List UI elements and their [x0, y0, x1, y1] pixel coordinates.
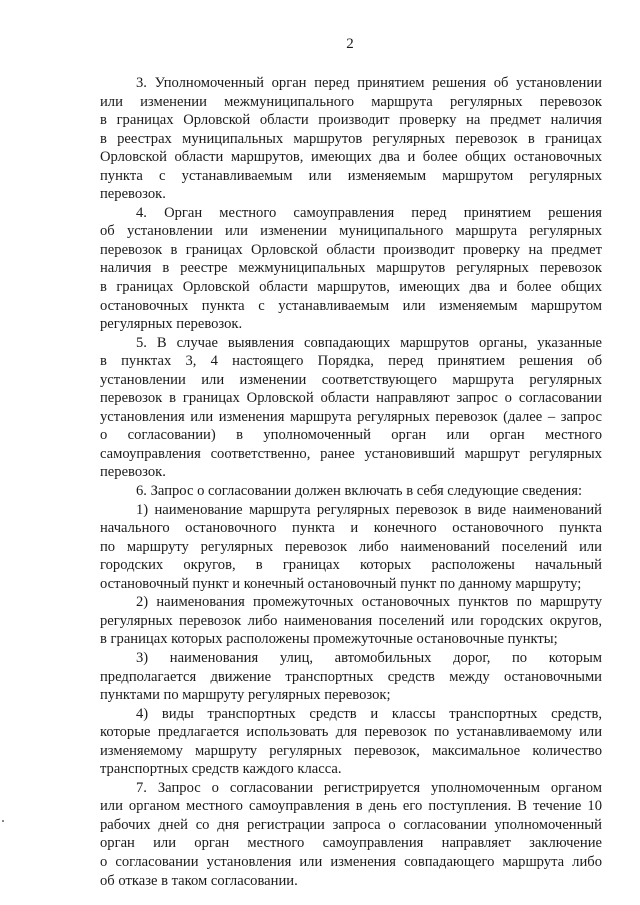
scan-artifact-dot: [2, 820, 4, 822]
text-line: или изменении межмуниципального маршрута регулярных перевозок: [100, 93, 602, 110]
text-line: в границах которых расположены промежуточные остановочные пункты;: [100, 631, 558, 648]
text-line: или органом местного самоуправления в день его поступления. В течение 10: [100, 798, 602, 815]
text-line: об установлении или изменении муниципального маршрута регулярных: [100, 223, 602, 240]
text-line: самоуправления соответственно, ранее установивший маршрут регулярных: [100, 445, 602, 462]
text-line: в реестрах муниципальных маршрутов регулярных перевозок в границах: [100, 130, 602, 147]
text-line: 6. Запрос о согласовании должен включать в себя следующие сведения:: [136, 483, 582, 500]
text-line: перевозок в границах Орловской области производит проверку на предмет: [100, 241, 602, 258]
document-body: [100, 74, 602, 890]
text-line: остановочных пункта с устанавливаемым или изменяемым маршрутом: [100, 297, 602, 314]
text-line: установлении или изменении соответствующего маршрута регулярных: [100, 371, 602, 388]
text-line: о согласовании установления или изменения совпадающего маршрута либо: [100, 853, 602, 870]
text-line: предполагается движение транспортных средств между остановочными: [100, 668, 602, 685]
text-line: регулярных перевозок либо наименования поселений или городских округов,: [100, 612, 602, 629]
text-line: регулярных перевозок.: [100, 316, 243, 333]
text-line: 2) наименования промежуточных остановочных пунктов по маршруту: [136, 594, 602, 611]
text-line: в границах Орловской области производит проверку на предмет наличия: [100, 112, 602, 129]
text-line: рабочих дней со дня регистрации запроса о согласовании уполномоченный: [100, 816, 602, 833]
text-line: 7. Запрос о согласовании регистрируется уполномоченным органом: [136, 779, 602, 796]
text-line: Орловской области маршрутов, имеющих два и более общих остановочных: [100, 149, 602, 166]
text-line: в пунктах 3, 4 настоящего Порядка, перед принятием решения об: [100, 353, 602, 370]
text-line: перевозок.: [100, 464, 166, 481]
text-line: 5. В случае выявления совпадающих маршрутов органы, указанные: [136, 334, 602, 351]
text-line: по маршруту регулярных перевозок либо наименований поселений или: [100, 538, 602, 555]
text-line: перевозок.: [100, 186, 166, 203]
text-line: орган или орган местного самоуправления направляет заключение: [100, 835, 602, 852]
text-line: 4. Орган местного самоуправления перед принятием решения: [136, 204, 602, 221]
text-line: которые предлагается использовать для перевозок по устанавливаемому или: [100, 724, 602, 741]
text-line: пунктами по маршруту регулярных перевозок;: [100, 687, 391, 704]
text-line: транспортных средств каждого класса.: [100, 761, 342, 778]
text-line: 4) виды транспортных средств и классы транспортных средств,: [136, 705, 602, 722]
text-line: остановочный пункт и конечный остановочный пункт по данному маршруту;: [100, 575, 582, 592]
text-line: пункта с устанавливаемым или изменяемым маршрутом регулярных: [100, 167, 602, 184]
text-line: о согласовании) в уполномоченный орган или орган местного: [100, 427, 602, 444]
text-line: начального остановочного пункта и конечного остановочного пункта: [100, 520, 602, 537]
text-line: об отказе в таком согласовании.: [100, 872, 298, 889]
text-line: 3. Уполномоченный орган перед принятием решения об установлении: [136, 75, 602, 91]
text-line: в границах Орловской области маршрутов, имеющих два и более общих: [100, 279, 602, 296]
text-line: наличия в реестре межмуниципальных маршрутов регулярных перевозок: [100, 260, 602, 277]
text-line: 3) наименования улиц, автомобильных дорог, по которым: [136, 649, 602, 666]
text-line: 1) наименование маршрута регулярных перевозок в виде наименований: [136, 501, 602, 518]
page-number: 2: [346, 36, 354, 52]
text-line: городских округов, в границах которых расположены начальный: [100, 557, 602, 574]
text-line: перевозок в границах Орловской области направляют запрос о согласовании: [100, 390, 602, 407]
text-line: изменяемому маршруту регулярных перевозок, максимальное количество: [100, 742, 602, 759]
text-line: установления или изменения маршрута регулярных перевозок (далее – запрос: [100, 408, 602, 425]
